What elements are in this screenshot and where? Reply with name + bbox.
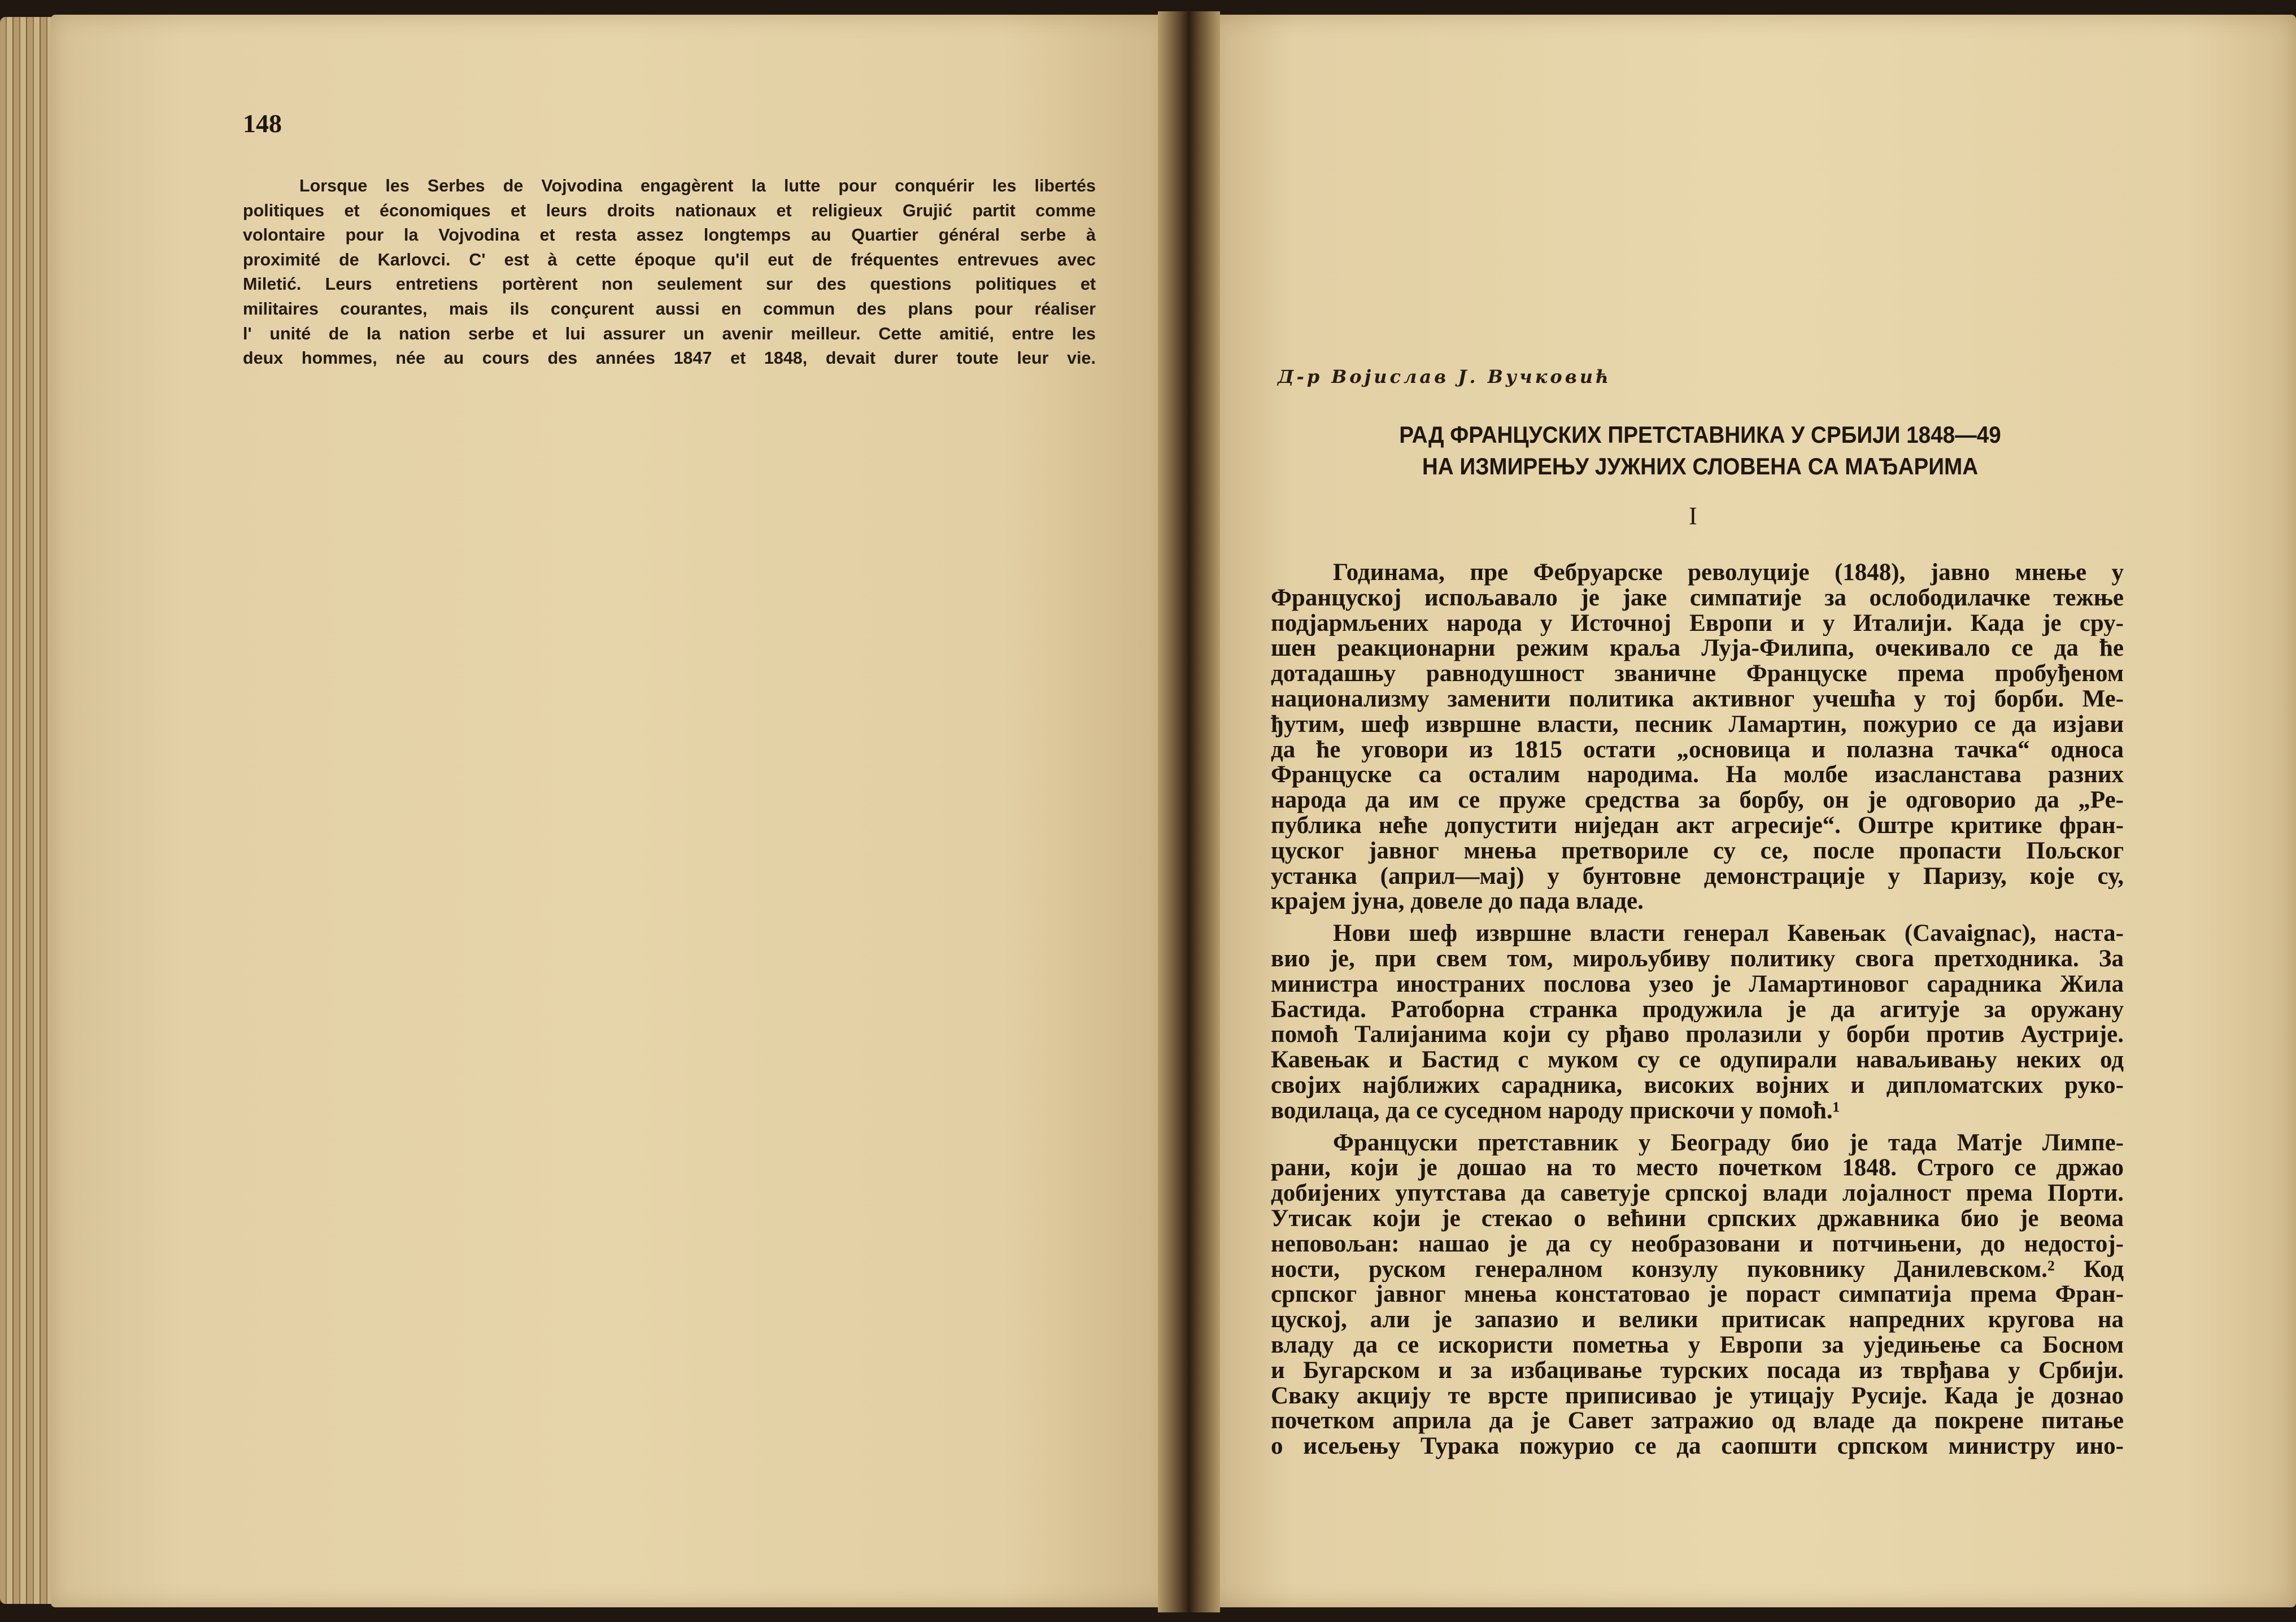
text-line: volontaire pour la Vojvodina et resta assez longtemps au Quartier général serbe à	[243, 225, 1096, 245]
book-gutter	[1158, 11, 1220, 1612]
text-line: politiques et économiques et leurs droits nationaux et religieux Grujić partit comme	[243, 200, 1096, 220]
text-line: Француске са осталим народима. На молбе изасланстава разних	[1271, 762, 2124, 788]
text-line: Бастида. Ратоборна странка продужила је да агитује за оружану	[1271, 997, 2124, 1023]
text-line: неповољан: нашао је да су необразовани и потчињени, до недостој-	[1271, 1231, 2124, 1257]
text-line: Француски претставник у Београду био је тада Матје Лимпе-	[1333, 1130, 2124, 1156]
text-line: крајем јуна, довеле до пада владе.	[1271, 889, 1644, 915]
text-line: устанка (април—мај) у бунтовне демонстрације у Паризу, које су,	[1271, 864, 2124, 890]
text-line: Кавењак и Бастид с муком су се одупирали наваљивању неких од	[1271, 1048, 2124, 1073]
text-line: национализму заменити политика активног учешћа у тој борби. Ме-	[1271, 686, 2124, 712]
text-line: l' unité de la nation serbe et lui assurer un avenir meilleur. Cette amitié, entre les	[243, 324, 1096, 343]
text-line: српског јавног мнења констатовао је пораст симпатија према Фран-	[1271, 1282, 2124, 1308]
text-line: цуског јавног мнења претвориле су се, после пропасти Пољског	[1271, 838, 2124, 864]
section-number: I	[1689, 502, 1697, 530]
text-line: militaires courantes, mais ils conçurent aussi en commun des plans pour réaliser	[243, 299, 1096, 319]
text-line: о исељењу Турака пожурио се да саопшти српском министру ино-	[1271, 1434, 2124, 1459]
french-paragraph	[243, 174, 1096, 371]
text-line: подјармљених народа у Источној Европи и у Италији. Када је сру-	[1271, 611, 2124, 636]
text-line: цуској, али је запазио и велики притисак напредних кругова на	[1271, 1307, 2124, 1333]
text-line: публика неће допустити ниједан акт агресије“. Оштре критике фран-	[1271, 813, 2124, 839]
text-line: народа да им се пруже средства за борбу, он је одговорио да „Ре-	[1271, 788, 2124, 813]
text-line: ности, руском генералном конзулу пуковнику Данилевском.² Код	[1271, 1257, 2124, 1283]
text-line: шен реакционарни режим краља Луја-Филипа, очекивало се да ће	[1271, 636, 2124, 662]
text-line: Годинама, пре Фебруарске револуције (1848), јавно мнење у	[1333, 560, 2124, 586]
page-number: 148	[243, 109, 282, 138]
text-line: Француској испољавало је јаке симпатије за ослободилачке тежње	[1271, 585, 2124, 611]
text-line: Нови шеф извршне власти генерал Кавењак (Cavaignac), наста-	[1333, 921, 2124, 947]
text-line: и Бугарском и за избацивање турских посада из тврђава у Србији.	[1271, 1358, 2124, 1384]
text-line: рани, који је дошао на то место почетком 1848. Строго се држао	[1271, 1156, 2124, 1181]
text-line: deux hommes, née au cours des années 1847 et 1848, devait durer toute leur vie.	[243, 348, 1096, 368]
article-title	[1300, 419, 2101, 482]
text-line: proximité de Karlovci. C' est à cette époque qu'il eut de fréquentes entrevues avec	[243, 250, 1096, 269]
text-line: вио је, при свем том, мирољубиву политику свога претходника. За	[1271, 946, 2124, 972]
title-line: НА ИЗМИРЕЊУ ЈУЖНИХ СЛОВЕНА СА МАЂАРИМА	[1422, 453, 1979, 479]
article-body	[1271, 560, 2124, 1459]
title-line: РАД ФРАНЦУСКИХ ПРЕТСТАВНИКА У СРБИЈИ 1848—49	[1399, 421, 2001, 448]
text-line: Miletić. Leurs entretiens portèrent non seulement sur des questions politiques et	[243, 274, 1096, 294]
text-line: дотадашњу равнодушност званичне Француске према пробуђеном	[1271, 661, 2124, 687]
text-line: Сваку акцију те врсте приписивао је утицају Русије. Када је дознао	[1271, 1383, 2124, 1409]
text-line: добијених упутстава да саветује српској влади лојалност према Порти.	[1271, 1181, 2124, 1206]
text-line: помоћ Талијанима који су рђаво пролазили у борби против Аустрије.	[1271, 1022, 2124, 1048]
text-line: ђутим, шеф извршне власти, песник Ламартин, пожурио се да изјави	[1271, 712, 2124, 738]
article-author: Д-р Војислав Ј. Вучковић	[1278, 366, 1612, 387]
text-line: министра иностраних послова узео је Ламартиновог сарадника Жила	[1271, 971, 2124, 997]
text-line: да ће уговори из 1815 остати „основица и полазна тачка“ односа	[1271, 737, 2124, 763]
text-line: почетком априла да је Савет затражио од владе да покрене питање	[1271, 1409, 2124, 1434]
text-line: Lorsque les Serbes de Vojvodina engagèrent la lutte pour conquérir les libertés	[299, 176, 1096, 195]
text-line: Утисак који је стекао о већини српских државника био је веома	[1271, 1206, 2124, 1232]
text-line: својих најближих сарадника, високих војних и дипломатских руко-	[1271, 1072, 2124, 1098]
text-line: владу да се искористи пометња у Европи за уједињење са Босном	[1271, 1332, 2124, 1358]
text-line: водилаца, да се суседном народу прискочи у помоћ.¹	[1271, 1098, 1840, 1124]
